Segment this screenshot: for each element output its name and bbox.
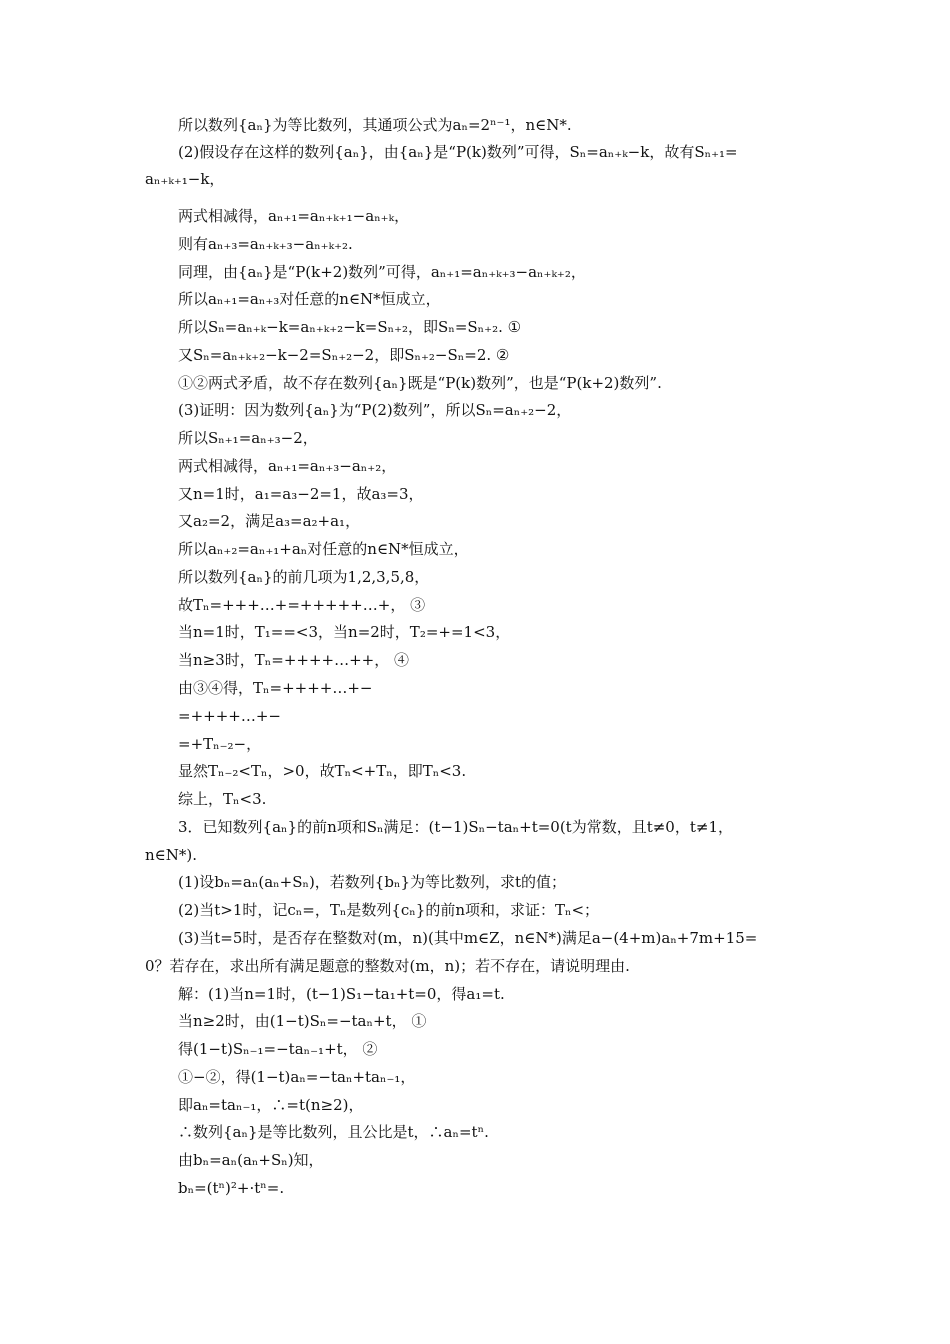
text-line: 由③④得，Tₙ=++++…+− — [178, 679, 373, 697]
text-line: 当n≥2时，由(1−t)Sₙ=−taₙ+t， ① — [178, 1012, 427, 1030]
text-line: 由bₙ=aₙ(aₙ+Sₙ)知， — [178, 1151, 324, 1169]
text-line: (1)设bₙ=aₙ(aₙ+Sₙ)，若数列{bₙ}为等比数列，求t的值； — [178, 873, 567, 891]
text-line: aₙ₊ₖ₊₁−k， — [145, 170, 225, 188]
text-line: 又n=1时，a₁=a₃−2=1，故a₃=3， — [178, 485, 424, 503]
text-line: (3)证明：因为数列{aₙ}为“P(2)数列”，所以Sₙ=aₙ₊₂−2， — [178, 401, 572, 419]
text-line: ①−②，得(1−t)aₙ=−taₙ+taₙ₋₁， — [178, 1068, 416, 1086]
text-line: 综上，Tₙ<3. — [178, 790, 267, 808]
text-line: 0？若存在，求出所有满足题意的整数对(m，n)；若不存在，请说明理由. — [145, 957, 630, 975]
text-line: 当n=1时，T₁==<3，当n=2时，T₂=+=1<3， — [178, 623, 511, 641]
text-line: 所以Sₙ=aₙ₊ₖ−k=aₙ₊ₖ₊₂−k=Sₙ₊₂，即Sₙ=Sₙ₊₂. ① — [178, 318, 522, 336]
text-line: 解：(1)当n=1时，(t−1)S₁−ta₁+t=0，得a₁=t. — [178, 985, 505, 1003]
text-line: 两式相减得，aₙ₊₁=aₙ₊ₖ₊₁−aₙ₊ₖ， — [178, 207, 410, 225]
text-line: 又Sₙ=aₙ₊ₖ₊₂−k−2=Sₙ₊₂−2，即Sₙ₊₂−Sₙ=2. ② — [178, 346, 510, 364]
text-line: 当n≥3时，Tₙ=++++…++， ④ — [178, 651, 410, 669]
text-line: ∴数列{aₙ}是等比数列，且公比是t，∴aₙ=tⁿ. — [178, 1123, 489, 1141]
text-line: 所以aₙ₊₂=aₙ₊₁+aₙ对任意的n∈N*恒成立， — [178, 540, 469, 558]
text-line: 所以数列{aₙ}的前几项为1,2,3,5,8， — [178, 568, 430, 586]
text-line: 所以aₙ₊₁=aₙ₊₃对任意的n∈N*恒成立， — [178, 290, 441, 308]
text-line: 即aₙ=taₙ₋₁，∴=t(n≥2)， — [178, 1096, 364, 1114]
text-line: 所以Sₙ₊₁=aₙ₊₃−2， — [178, 429, 318, 447]
text-line: 得(1−t)Sₙ₋₁=−taₙ₋₁+t， ② — [178, 1040, 378, 1058]
text-line: (2)当t>1时，记cₙ=，Tₙ是数列{cₙ}的前n项和，求证：Tₙ<； — [178, 901, 600, 919]
text-line: =+Tₙ₋₂−， — [178, 735, 262, 753]
text-line: 又a₂=2，满足a₃=a₂+a₁， — [178, 512, 361, 530]
text-line: 所以数列{aₙ}为等比数列，其通项公式为aₙ=2ⁿ⁻¹，n∈N*. — [178, 116, 572, 134]
text-line: (3)当t=5时，是否存在整数对(m，n)(其中m∈Z，n∈N*)满足a−(4+m)aₙ+7m+15= — [178, 929, 758, 947]
text-line: 则有aₙ₊₃=aₙ₊ₖ₊₃−aₙ₊ₖ₊₂. — [178, 235, 353, 253]
text-line: =++++…+− — [178, 707, 281, 725]
text-line: (2)假设存在这样的数列{aₙ}，由{aₙ}是“P(k)数列”可得，Sₙ=aₙ₊ₖ−k，故有Sₙ₊₁= — [178, 143, 738, 161]
text-line: bₙ=(tⁿ)²+·tⁿ=. — [178, 1179, 285, 1197]
text-line: 故Tₙ=+++…+=+++++…+， ③ — [178, 596, 426, 614]
text-line: 显然Tₙ₋₂<Tₙ，>0，故Tₙ<+Tₙ，即Tₙ<3. — [178, 762, 467, 780]
text-line: n∈N*). — [145, 846, 198, 864]
text-line: 3．已知数列{aₙ}的前n项和Sₙ满足：(t−1)Sₙ−taₙ+t=0(t为常数，且t≠0，t≠1， — [178, 818, 733, 836]
text-line: 同理，由{aₙ}是“P(k+2)数列”可得，aₙ₊₁=aₙ₊ₖ₊₃−aₙ₊ₖ₊₂， — [178, 263, 586, 281]
text-line: 两式相减得，aₙ₊₁=aₙ₊₃−aₙ₊₂， — [178, 457, 397, 475]
text-line: ①②两式矛盾，故不存在数列{aₙ}既是“P(k)数列”，也是“P(k+2)数列”. — [178, 374, 662, 392]
